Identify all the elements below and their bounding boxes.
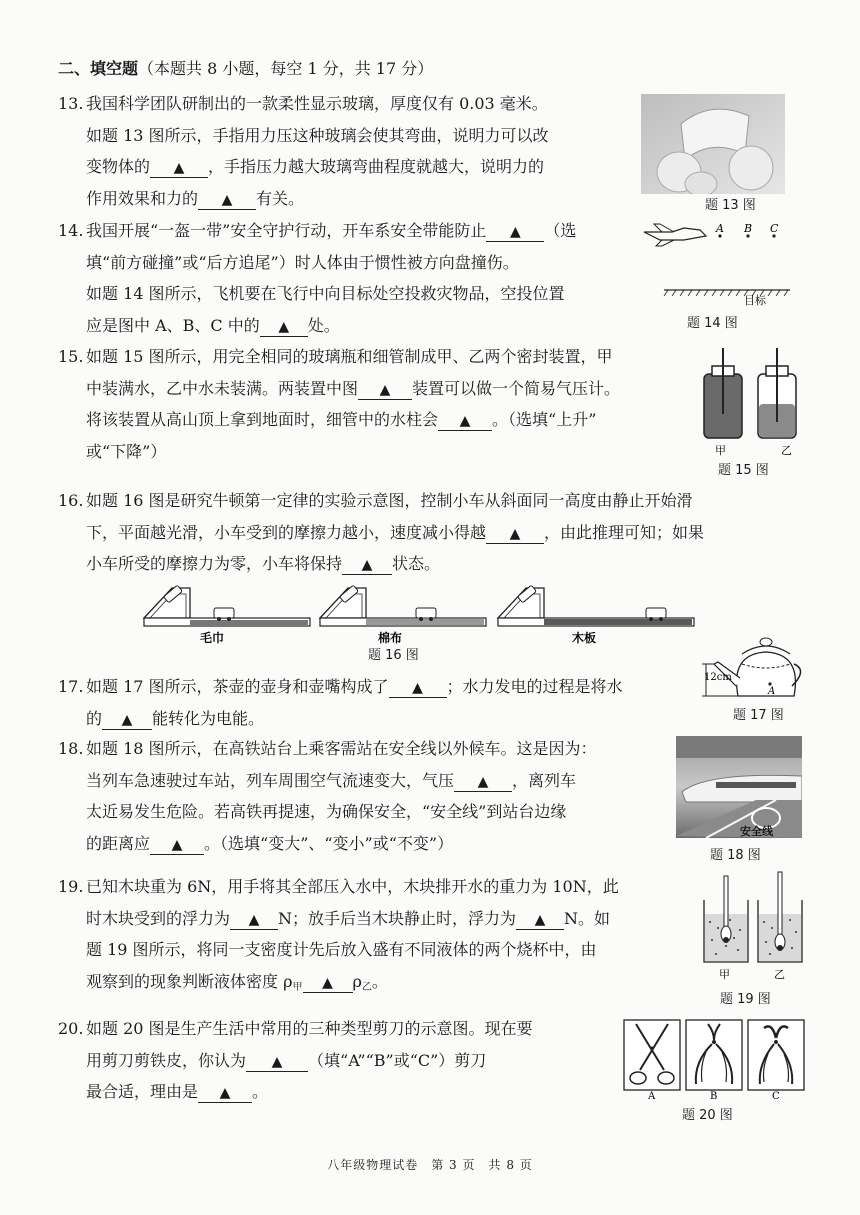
- answer-blank[interactable]: [516, 909, 564, 930]
- surface-towel-label: 毛巾: [200, 631, 225, 645]
- surface-cotton-label: 棉布: [378, 631, 403, 645]
- figure-15-caption: 题 15 图: [718, 463, 769, 478]
- answer-blank[interactable]: [230, 909, 278, 930]
- answer-blank[interactable]: [342, 554, 392, 575]
- label-jia: 甲: [715, 444, 726, 457]
- section-note: （本题共 8 小题，每空 1 分，共 17 分）: [138, 59, 434, 78]
- label-c: C: [772, 1091, 780, 1100]
- figure-19-caption: 题 19 图: [720, 992, 771, 1007]
- safety-line-label: 安全线: [740, 825, 773, 838]
- page-footer: 八年级物理试卷 第 3 页 共 8 页: [327, 1158, 533, 1172]
- target-label: 目标: [744, 294, 766, 307]
- point-a-label: A: [768, 686, 776, 697]
- answer-blank[interactable]: [438, 410, 492, 431]
- answer-blank[interactable]: [486, 523, 544, 544]
- height-label: 12cm: [704, 672, 732, 683]
- answer-blank[interactable]: [303, 972, 353, 993]
- teapot-lid-knob: [760, 638, 772, 646]
- answer-blank[interactable]: [358, 379, 412, 400]
- section-heading: 二、填空题: [58, 59, 139, 78]
- answer-blank[interactable]: [454, 771, 512, 792]
- answer-blank[interactable]: [150, 834, 204, 855]
- surface-board-label: 木板: [572, 631, 597, 645]
- question-17: 17. 如题 17 图所示，茶壶的壶身和壶嘴构成了▲ ；水力发电的过程是将水 的▲ 能转化为电能。: [58, 671, 623, 734]
- figure-17-teapot: [700, 628, 806, 702]
- figure-18-photo: [676, 736, 802, 838]
- label-a: A: [648, 1091, 656, 1100]
- question-19: 19. 已知木块重为 6N，用手将其全部压入水中，木块排开水的重力为 10N，此 时木块受到的浮力为▲ N；放手后当木块静止时，浮力为▲ N。如 题 19 图所示，将同一支密度计先后放入盛有不同液体的两个烧杯中，由 观察到的现象判断液体密度 $\rho_甲▲$ $\rho_乙$。: [58, 871, 619, 1003]
- answer-blank[interactable]: [389, 677, 447, 698]
- scissors-c-icon: [748, 1020, 804, 1090]
- figure-16-caption: 题 16 图: [368, 648, 419, 663]
- scissors-b-icon: [686, 1020, 742, 1090]
- question-20: 20. 如题 20 图是生产生活中常用的三种类型剪刀的示意图。现在要 用剪刀剪铁皮，你认为▲ （填“A”“B”或“C”）剪刀 最合适，理由是▲ 。: [58, 1013, 533, 1108]
- answer-blank[interactable]: [102, 709, 152, 730]
- figure-19-diagram: [700, 870, 806, 984]
- section-title: [58, 56, 433, 79]
- label-yi: 乙: [774, 968, 785, 981]
- answer-blank[interactable]: [486, 221, 544, 242]
- question-14: 14. 我国开展“一盔一带”安全守护行动，开车系安全带能防止▲ （选 填“前方碰撞”或“后方追尾”）时人体由于惯性被方向盘撞伤。 如题 14 图所示，飞机要在飞行中向目标处空投救灾物品，空投位置 应是图中 A、B、C 中的▲ 处。: [58, 215, 576, 341]
- answer-blank[interactable]: [198, 189, 256, 210]
- figure-17-caption: 题 17 图: [733, 708, 784, 723]
- label-a: A: [716, 222, 724, 235]
- question-16: 16. 如题 16 图是研究牛顿第一定律的实验示意图，控制小车从斜面同一高度由静止开始滑 下，平面越光滑，小车受到的摩擦力越小，速度减小得越▲ ，由此推理可知；如果 小车所受的摩擦力为零，小车将保持▲ 状态。: [58, 485, 704, 580]
- track-towel: [144, 585, 310, 626]
- figure-20-diagram: [622, 1018, 806, 1100]
- figure-13-photo: [641, 94, 785, 194]
- question-15: 15. 如题 15 图所示，用完全相同的玻璃瓶和细管制成甲、乙两个密封装置，甲 中装满水，乙中水未装满。两装置中图▲ 装置可以做一个简易气压计。 将该装置从高山顶上拿到地面时，细管中的水柱会▲ 。（选填“上升” 或“下降”）: [58, 341, 620, 467]
- answer-blank[interactable]: [260, 316, 308, 337]
- airplane-icon: [644, 228, 706, 240]
- track-cotton: [320, 585, 486, 626]
- figure-20-caption: 题 20 图: [682, 1108, 733, 1123]
- label-yi: 乙: [781, 444, 792, 457]
- figure-13-caption: 题 13 图: [705, 198, 756, 213]
- label-jia: 甲: [719, 968, 730, 981]
- question-18: 18. 如题 18 图所示，在高铁站台上乘客需站在安全线以外候车。这是因为： 当列车急速驶过车站，列车周围空气流速变大，气压▲ ，离列车 太近易发生危险。若高铁再提速，为确保安全，“安全线”到站台边缘 的距离应▲ 。（选填“变大”、“变小”或“不变”）: [58, 733, 597, 859]
- track-board: [498, 585, 694, 626]
- label-b: B: [710, 1091, 718, 1100]
- question-13: 13. 我国科学团队研制出的一款柔性显示玻璃，厚度仅有 0.03 毫米。 如题 13 图所示，手指用力压这种玻璃会使其弯曲，说明力可以改 变物体的▲ ，手指压力越大玻璃弯曲程度就越大，说明力的 作用效果和力的▲ 有关。: [58, 88, 549, 214]
- label-c: C: [770, 222, 779, 235]
- figure-14-caption: 题 14 图: [687, 316, 738, 331]
- figure-16-diagram: [142, 582, 702, 646]
- figure-18-caption: 题 18 图: [710, 848, 761, 863]
- answer-blank[interactable]: [246, 1051, 308, 1072]
- figure-14-diagram: [640, 218, 800, 310]
- scissors-a-icon: [624, 1020, 680, 1090]
- label-b: B: [744, 222, 753, 235]
- answer-blank[interactable]: [198, 1082, 252, 1103]
- answer-blank[interactable]: [150, 157, 208, 178]
- figure-15-diagram: [700, 344, 804, 460]
